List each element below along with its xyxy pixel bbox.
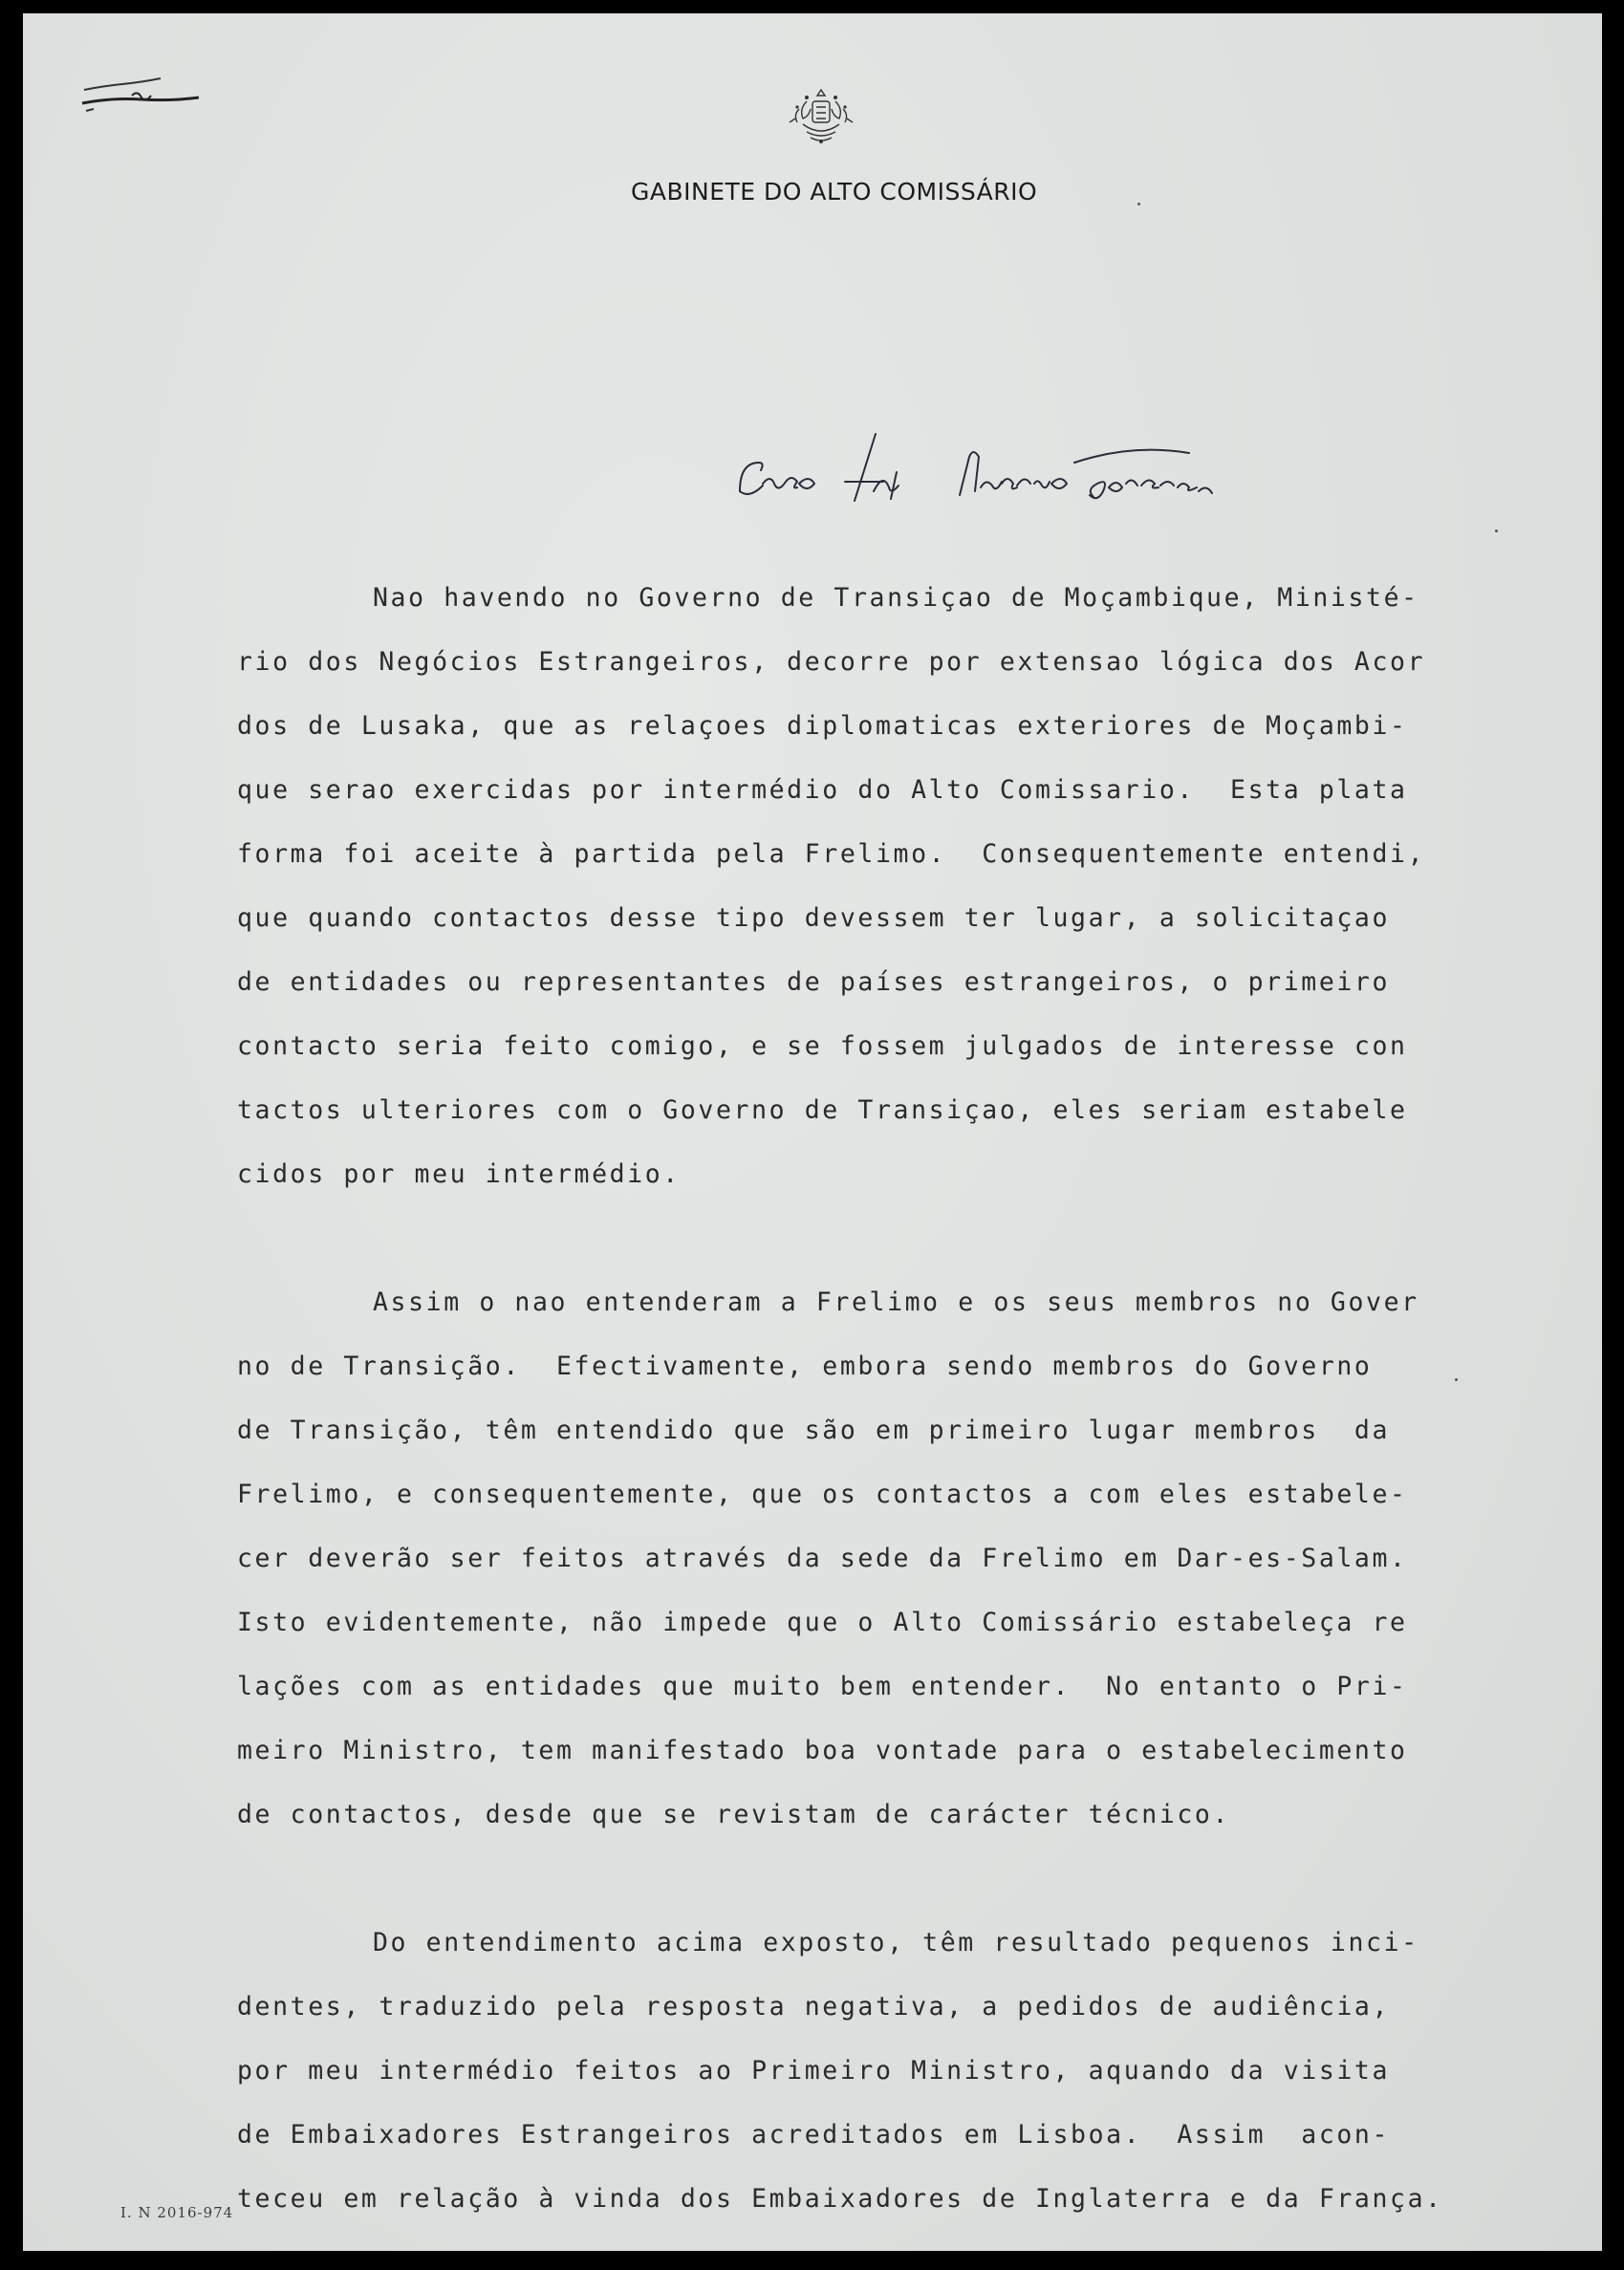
text-line: cer deverão ser feitos através da sede da Frelimo em Dar-es-Salam.: [237, 1544, 1408, 1573]
text-line: dos de Lusaka, que as relaçoes diplomaticas exteriores de Moçambi-: [237, 711, 1408, 741]
text-line: que serao exercidas por intermédio do Alto Comissario. Esta plata: [237, 775, 1408, 805]
text-line: Assim o nao entenderam a Frelimo e os seus membros no Gover: [373, 1287, 1419, 1317]
text-line: de contactos, desde que se revistam de carácter técnico.: [237, 1800, 1231, 1829]
letterhead-title: GABINETE DO ALTO COMISSÁRIO: [631, 178, 1038, 205]
speck: [1137, 203, 1140, 205]
letter-body: [237, 566, 1575, 2231]
text-line: Nao havendo no Governo de Transiçao de Moçambique, Ministé-: [373, 583, 1419, 613]
text-line: Isto evidentemente, não impede que o Alto Comissário estabeleça re: [237, 1608, 1408, 1637]
text-line: de entidades ou representantes de países estrangeiros, o primeiro: [237, 967, 1391, 997]
paragraph-3: [237, 1911, 1575, 2231]
text-line: Do entendimento acima exposto, têm resultado pequenos inci-: [373, 1928, 1419, 1957]
paragraph-1: [237, 566, 1575, 1206]
text-line: dentes, traduzido pela resposta negativa, a pedidos de audiência,: [237, 1992, 1391, 2021]
text-line: Frelimo, e consequentemente, que os contactos a com eles estabele-: [237, 1480, 1408, 1509]
text-line: cidos por meu intermédio.: [237, 1159, 681, 1189]
handwritten-note-text: [23, 13, 24, 14]
text-line: por meu intermédio feitos ao Primeiro Ministro, aquando da visita: [237, 2056, 1391, 2086]
handwritten-note: [730, 424, 1342, 530]
paragraph-gap: [237, 1206, 1575, 1270]
text-line: teceu em relação à vinda dos Embaixadores de Inglaterra e da França.: [237, 2184, 1443, 2214]
text-line: forma foi aceite à partida pela Frelimo. Consequentemente entendi,: [237, 839, 1426, 869]
coat-of-arms-icon: [778, 80, 864, 157]
print-reference: I. N 2016-974: [120, 2204, 234, 2221]
text-line: que quando contactos desse tipo devessem ter lugar, a solicitaçao: [237, 903, 1391, 933]
text-line: meiro Ministro, tem manifestado boa vontade para o estabelecimento: [237, 1736, 1408, 1765]
pen-mark-icon: [65, 69, 218, 126]
paragraph-2: [237, 1270, 1575, 1847]
paragraph-gap: [237, 1847, 1575, 1911]
text-line: lações com as entidades que muito bem entender. No entanto o Pri-: [237, 1672, 1408, 1701]
text-line: de Transição, têm entendido que são em primeiro lugar membros da: [237, 1416, 1391, 1445]
speck: [1495, 530, 1498, 532]
text-line: contacto seria feito comigo, e se fossem julgados de interesse con: [237, 1031, 1408, 1061]
text-line: de Embaixadores Estrangeiros acreditados em Lisboa. Assim acon-: [237, 2120, 1391, 2150]
text-line: no de Transição. Efectivamente, embora sendo membros do Governo: [237, 1351, 1373, 1381]
text-line: tactos ulteriores com o Governo de Transiçao, eles seriam estabele: [237, 1095, 1408, 1125]
text-line: rio dos Negócios Estrangeiros, decorre por extensao lógica dos Acor: [237, 647, 1426, 677]
